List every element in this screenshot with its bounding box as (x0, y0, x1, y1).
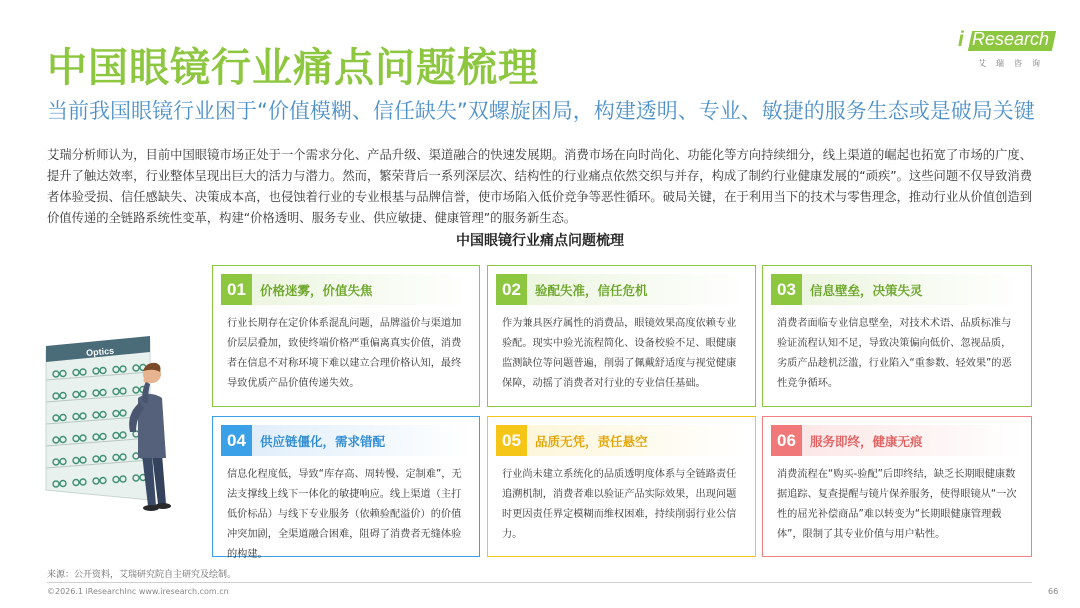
logo-subtext: 艾瑞咨询 (978, 59, 1050, 68)
card-title: 服务即终，健康无痕 (810, 433, 923, 449)
shelf-sign-text: Optics (85, 345, 115, 359)
pain-point-card-03 (762, 265, 1032, 407)
card-number: 06 (771, 425, 802, 456)
pain-point-card-06 (762, 416, 1032, 557)
card-text: 作为兼具医疗属性的消费品，眼镜效果高度依赖专业验配。现实中验光流程简化、设备校验不足、眼健康监测缺位等问题普遍，削弱了佩戴舒适度与视觉健康保障，动摇了消费者对行业的专业信任基础。 (502, 318, 737, 389)
card-text: 信息化程度低，导致“库存高、周转慢、定制难”，无法支撑线上线下一体化的敏捷响应。线上渠道（主打低价标品）与线下专业服务（依赖验配溢价）的价值冲突加剧，全渠道融合困难，阻碍了消费者无缝体验的构建。 (227, 469, 462, 560)
card-number: 05 (496, 425, 527, 456)
pain-point-card-04 (212, 416, 480, 560)
logo-brand: Research (972, 29, 1050, 49)
card-title: 验配失准，信任危机 (535, 282, 648, 298)
page-subtitle: 当前我国眼镜行业困于“价值模糊、信任缺失”双螺旋困局，构建透明、专业、敏捷的服务生态或是破局关键 (47, 99, 1035, 123)
card-number: 03 (771, 274, 802, 305)
card-header (221, 425, 471, 456)
card-title: 价格迷雾，价值失焦 (260, 282, 373, 298)
card-header (771, 274, 1023, 305)
card-text: 消费流程在“购买-验配”后即终结，缺乏长期眼健康数据追踪、复查提醒与镜片保养服务，使得眼镜从“一次性的屈光补偿商品”难以转变为“长期眼健康管理载体”，限制了其专业价值与用户粘性。 (777, 469, 1017, 540)
pain-point-card-05 (487, 416, 756, 557)
pain-point-card-01 (212, 265, 480, 407)
diagram-title: 中国眼镜行业痛点问题梳理 (456, 233, 624, 249)
card-text: 行业尚未建立系统化的品质透明度体系与全链路责任追溯机制，消费者难以验证产品实际效果，出现问题时更因责任界定模糊而维权困难，持续削弱行业公信力。 (502, 469, 737, 540)
logo-i: i (958, 28, 964, 51)
card-title: 品质无凭，责任悬空 (535, 433, 648, 449)
card-header (771, 425, 1023, 456)
page-title: 中国眼镜行业痛点问题梳理 (47, 45, 539, 91)
card-text: 消费者面临专业信息壁垒，对技术术语、品质标准与验证流程认知不足，导致决策偏向低价、忽视品质，劣质产品趁机泛滥，行业陷入“重参数、轻效果”的恶性竞争循环。 (777, 318, 1012, 389)
card-header (496, 425, 747, 456)
intro-paragraph: 艾瑞分析师认为，目前中国眼镜市场正处于一个需求分化、产品升级、渠道融合的快速发展期。消费市场在向时尚化、功能化等方向持续细分，线上渠道的崛起也拓宽了市场的广度、提升了触达效率，行业整体呈现出巨大的活力与潜力。然而，繁荣背后一系列深层次、结构性的行业痛点依然交织与并存，构成了制约行业健康发展的“顽疾”。这些问题不仅导致消费者体验受损、信任感缺失、决策成本高，也侵蚀着行业的专业根基与品牌信誉，使市场陷入低价竞争等恶性循环。破局关键，在于利用当下的技术与零售理念，推动行业从价值创造到价值传递的全链路系统性变革，构建“价格透明、服务专业、供应敏捷、健康管理”的服务新生态。 (47, 148, 1032, 225)
card-text: 行业长期存在定价体系混乱问题，品牌溢价与渠道加价层层叠加，致使终端价格严重偏离真实价值，消费者在信息不对称环境下难以建立合理价格认知，最终导致优质产品价值传递失效。 (227, 318, 462, 389)
footer-divider (47, 582, 1032, 583)
iresearch-logo (958, 28, 1058, 72)
card-number: 04 (221, 425, 252, 456)
optics-shelf-illustration (38, 336, 203, 514)
optics-shelf-svg (38, 336, 203, 514)
card-number: 01 (221, 274, 252, 305)
page-number: 66 (1048, 587, 1059, 596)
card-header (496, 274, 747, 305)
card-title: 供应链僵化，需求错配 (260, 433, 386, 449)
card-title: 信息壁垒，决策失灵 (810, 282, 923, 298)
copyright: ©2026.1 iResearchInc www.iresearch.com.cn (47, 587, 229, 596)
source-note: 来源：公开资料，艾瑞研究院自主研究及绘制。 (47, 570, 237, 580)
card-number: 02 (496, 274, 527, 305)
card-header (221, 274, 471, 305)
pain-point-card-02 (487, 265, 756, 407)
